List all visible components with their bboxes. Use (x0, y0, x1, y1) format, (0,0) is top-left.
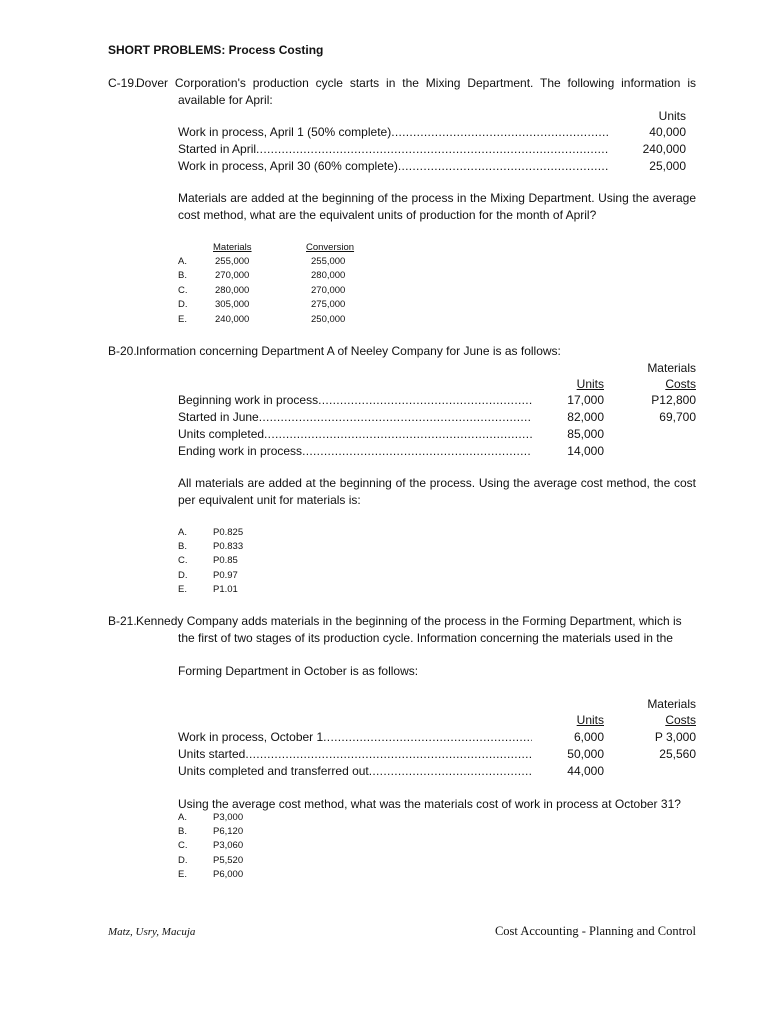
choice-materials: 270,000 (215, 270, 250, 281)
choice-conversion: 275,000 (311, 299, 346, 310)
column-header-materials: Materials (213, 242, 252, 253)
choice-conversion: 255,000 (311, 256, 346, 267)
choice-conversion: 270,000 (311, 285, 346, 296)
choice-value: P5,520 (213, 855, 244, 866)
table-row: Beginning work in process ..... (178, 392, 532, 408)
choice-letter: C. (178, 555, 188, 566)
choice-letter: E. (178, 584, 187, 595)
units-value: 240,000 (642, 142, 686, 156)
problem-number: B-21. (108, 614, 137, 628)
costs-value: P 3,000 (654, 730, 696, 744)
table-row: Units started ..... (178, 746, 532, 762)
table-row: Ending work in process ..... (178, 443, 532, 459)
costs-value: 69,700 (659, 410, 696, 424)
column-header-materials: Materials (647, 697, 696, 711)
table-row: Work in process, October 1 ..... (178, 729, 532, 745)
table-row: Work in process, April 30 (60% complete) ..... (178, 158, 608, 174)
problem-text-line: available for April: (178, 93, 273, 107)
choice-value: P3,060 (213, 840, 244, 851)
question-text: Using the average cost method, what was the materials cost of work in process at October 31? (178, 797, 681, 811)
choice-conversion: 280,000 (311, 270, 346, 281)
problem-number: B-20. (108, 344, 137, 358)
choice-letter: B. (178, 826, 187, 837)
footer-book-title: Cost Accounting - Planning and Control (494, 924, 696, 938)
column-header-materials: Materials (647, 361, 696, 375)
column-header-units: Units (576, 377, 604, 391)
choice-value: P0.85 (213, 555, 238, 566)
table-row: Work in process, April 1 (50% complete) ..... (178, 124, 608, 140)
costs-value: P12,800 (651, 393, 696, 407)
choice-letter: D. (178, 570, 188, 581)
units-value: 40,000 (649, 125, 686, 139)
units-value: 44,000 (567, 764, 604, 778)
choice-value: P3,000 (213, 812, 244, 823)
choice-letter: A. (178, 527, 187, 538)
table-row: Units completed and transferred out ..... (178, 763, 532, 779)
units-value: 85,000 (567, 427, 604, 441)
units-value: 25,000 (649, 159, 686, 173)
column-header-units: Units (576, 713, 604, 727)
units-value: 14,000 (567, 444, 604, 458)
page-title: SHORT PROBLEMS: Process Costing (108, 43, 324, 57)
choice-value: P1.01 (213, 584, 238, 595)
choice-materials: 280,000 (215, 285, 250, 296)
question-text: All materials are added at the beginning of the process. Using the average cost method, the cost per equivalent unit for materials is: (178, 476, 696, 507)
choice-value: P6,120 (213, 826, 244, 837)
choice-value: P6,000 (213, 869, 244, 880)
units-value: 50,000 (567, 747, 604, 761)
choice-materials: 305,000 (215, 299, 250, 310)
problem-text-line: Information concerning Department A of Neeley Company for June is as follows: (136, 344, 561, 358)
choice-letter: B. (178, 270, 187, 281)
question-text: Materials are added at the beginning of the process in the Mixing Department. Using the average cost method, what are the equivalent units of production for the month of April? (178, 191, 696, 222)
choice-letter: A. (178, 812, 187, 823)
choice-letter: C. (178, 285, 188, 296)
choice-materials: 240,000 (215, 314, 250, 325)
choice-letter: D. (178, 299, 188, 310)
choice-letter: A. (178, 256, 187, 267)
choice-letter: D. (178, 855, 188, 866)
table-row: Units completed ..... (178, 426, 532, 442)
column-header-costs: Costs (665, 377, 696, 391)
column-header-conversion: Conversion (306, 242, 355, 253)
choice-letter: E. (178, 869, 187, 880)
units-value: 6,000 (573, 730, 604, 744)
choice-letter: E. (178, 314, 187, 325)
units-value: 17,000 (567, 393, 604, 407)
choice-value: P0.833 (213, 541, 244, 552)
column-header-costs: Costs (665, 713, 696, 727)
problem-text-line: the first of two stages of its production cycle. Information concerning the materials used in the (178, 631, 673, 645)
problem-text-line: Dover Corporation's production cycle starts in the Mixing Department. The following information is (136, 76, 696, 90)
problem-text-line: Kennedy Company adds materials in the beginning of the process in the Forming Department, which is (136, 614, 682, 628)
choice-materials: 255,000 (215, 256, 250, 267)
costs-value: 25,560 (659, 747, 696, 761)
table-row: Started in April ..... (178, 141, 608, 157)
choice-letter: B. (178, 541, 187, 552)
choice-letter: C. (178, 840, 188, 851)
choice-value: P0.97 (213, 570, 238, 581)
footer-authors: Matz, Usry, Macuja (108, 926, 196, 938)
choice-value: P0.825 (213, 527, 244, 538)
problem-text-line: Forming Department in October is as follows: (178, 664, 419, 678)
table-row: Started in June ..... (178, 409, 532, 425)
problem-number: C-19. (108, 76, 138, 90)
choice-conversion: 250,000 (311, 314, 346, 325)
units-value: 82,000 (567, 410, 604, 424)
